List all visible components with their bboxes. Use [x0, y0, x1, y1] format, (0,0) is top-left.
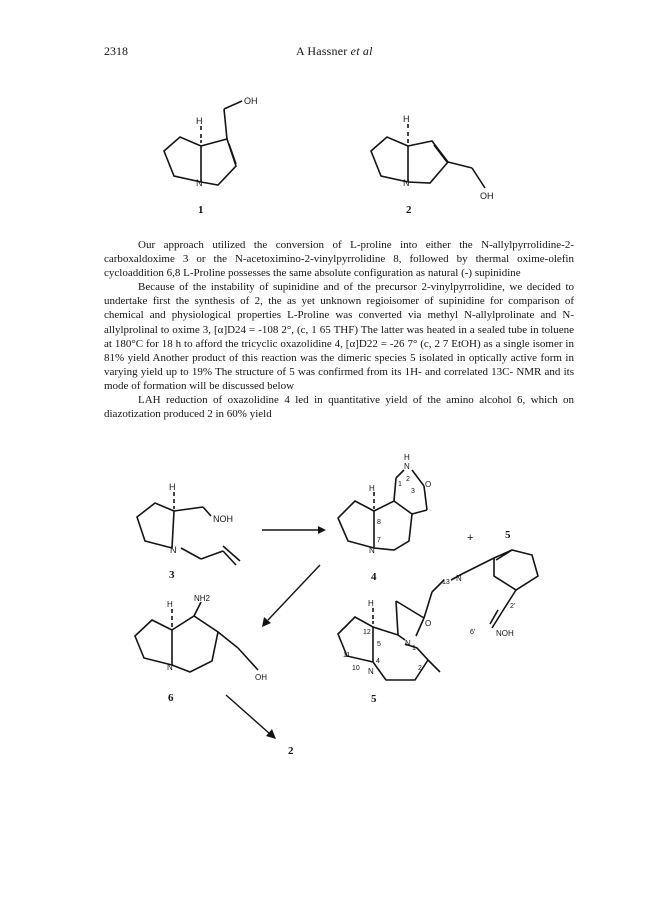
c4-num-2: 2	[406, 476, 410, 483]
compound-5-top-label: 5	[505, 529, 511, 541]
compound-4-label: 4	[371, 571, 377, 583]
structure-6	[135, 602, 258, 672]
product-2-label: 2	[288, 745, 294, 757]
c4-O: O	[425, 480, 432, 489]
c4-H: H	[369, 484, 375, 493]
c4-N: N	[369, 546, 375, 555]
c5-NOH: NOH	[496, 629, 514, 638]
c6-OH: OH	[255, 673, 267, 682]
c1-OH: OH	[244, 96, 258, 106]
c6-NH2: NH2	[194, 594, 211, 603]
paragraph-1: Our approach utilized the conversion of L-proline into either the N-allylpyrrolidine-2-carboxaldoxime 3 or the N-acetoximino-2-vinylpyrrolidine 8, followed by thermal oxime-olefin cycloaddition 6,8 L-Proline possesses the same absolute configuration as natural (-) supinidine	[104, 239, 574, 280]
c5-num-6p: 6'	[470, 629, 476, 636]
c5-num-11: 11	[343, 652, 351, 659]
c4-H-top: H	[404, 453, 410, 462]
c5-num-5: 5	[377, 641, 381, 648]
c4-num-8: 8	[377, 519, 381, 526]
structure-2	[371, 124, 485, 188]
c4-num-3: 3	[411, 488, 415, 495]
c1-N: N	[196, 178, 203, 188]
compound-2-label: 2	[406, 204, 412, 216]
c5-num-13: 13	[442, 579, 450, 586]
arrow-6-to-2	[226, 695, 276, 739]
c6-H: H	[167, 600, 173, 609]
plus-sign: +	[467, 532, 474, 544]
c5-H: H	[368, 599, 374, 608]
running-head-author: A Hassner	[296, 44, 348, 58]
structure-3	[137, 492, 240, 565]
body-text	[104, 238, 574, 421]
c3-N: N	[170, 545, 177, 555]
c2-H: H	[403, 114, 410, 124]
page-number: 2318	[104, 44, 128, 58]
structure-5	[338, 550, 538, 680]
c5-num-2: 2	[418, 665, 422, 672]
c3-H: H	[169, 482, 176, 492]
c4-N-top: N	[404, 462, 410, 471]
structures-top	[0, 0, 672, 240]
c3-NOH: NOH	[213, 514, 233, 524]
structure-4	[338, 470, 427, 550]
c1-H: H	[196, 116, 203, 126]
arrow-3-to-4	[262, 526, 326, 534]
structure-1	[164, 101, 242, 185]
compound-6-label: 6	[168, 692, 174, 704]
compound-5-label: 5	[371, 693, 377, 705]
c5-num-12: 12	[363, 629, 371, 636]
c5-N1: N	[405, 639, 411, 648]
c5-N4: N	[368, 667, 374, 676]
c2-N: N	[403, 178, 410, 188]
c4-num-1: 1	[398, 481, 402, 488]
c5-num-10: 10	[352, 665, 360, 672]
compound-1-label: 1	[198, 204, 204, 216]
c4-num-7: 7	[377, 537, 381, 544]
c2-OH: OH	[480, 191, 494, 201]
c5-num-2p: 2'	[510, 603, 516, 610]
reaction-scheme	[0, 440, 672, 912]
c5-num-1: 1	[412, 645, 416, 652]
paragraph-2: Because of the instability of supinidine and of the precursor 2-vinylpyrrolidine, we decided to undertake first the synthesis of 2, the as yet unknown regioisomer of supinidine for comparison of chemical and physiological properties L-Proline was converted via methyl N-allylprolinate and N-allylprolinal to oxime 3, [α]D24 = -108 2°, (c, 1 65 THF) The latter was heated in a sealed tube in toluene at 180°C for 18 h to afford the tricyclic oxazolidine 4, [α]D22 = -26 7° (c, 2 7 EtOH) as a single isomer in 81% yield Another product of this reaction was the dimeric species 5 isolated in optically active form in varying yield up to 19% The structure of 5 was confirmed from its 1H- and correlated 13C- NMR and its mode of formation will be discussed below	[104, 281, 574, 392]
compound-3-label: 3	[169, 569, 175, 581]
c5-num-4: 4	[376, 658, 380, 665]
running-head-etal: et al	[350, 44, 373, 58]
paragraph-3: LAH reduction of oxazolidine 4 led in quantitative yield of the amino alcohol 6, which on diazotization produced 2 in 60% yield	[104, 394, 574, 421]
c5-N: N	[456, 574, 462, 583]
c6-N: N	[167, 663, 173, 672]
c5-O: O	[425, 619, 432, 628]
arrow-4-to-6	[262, 565, 320, 627]
